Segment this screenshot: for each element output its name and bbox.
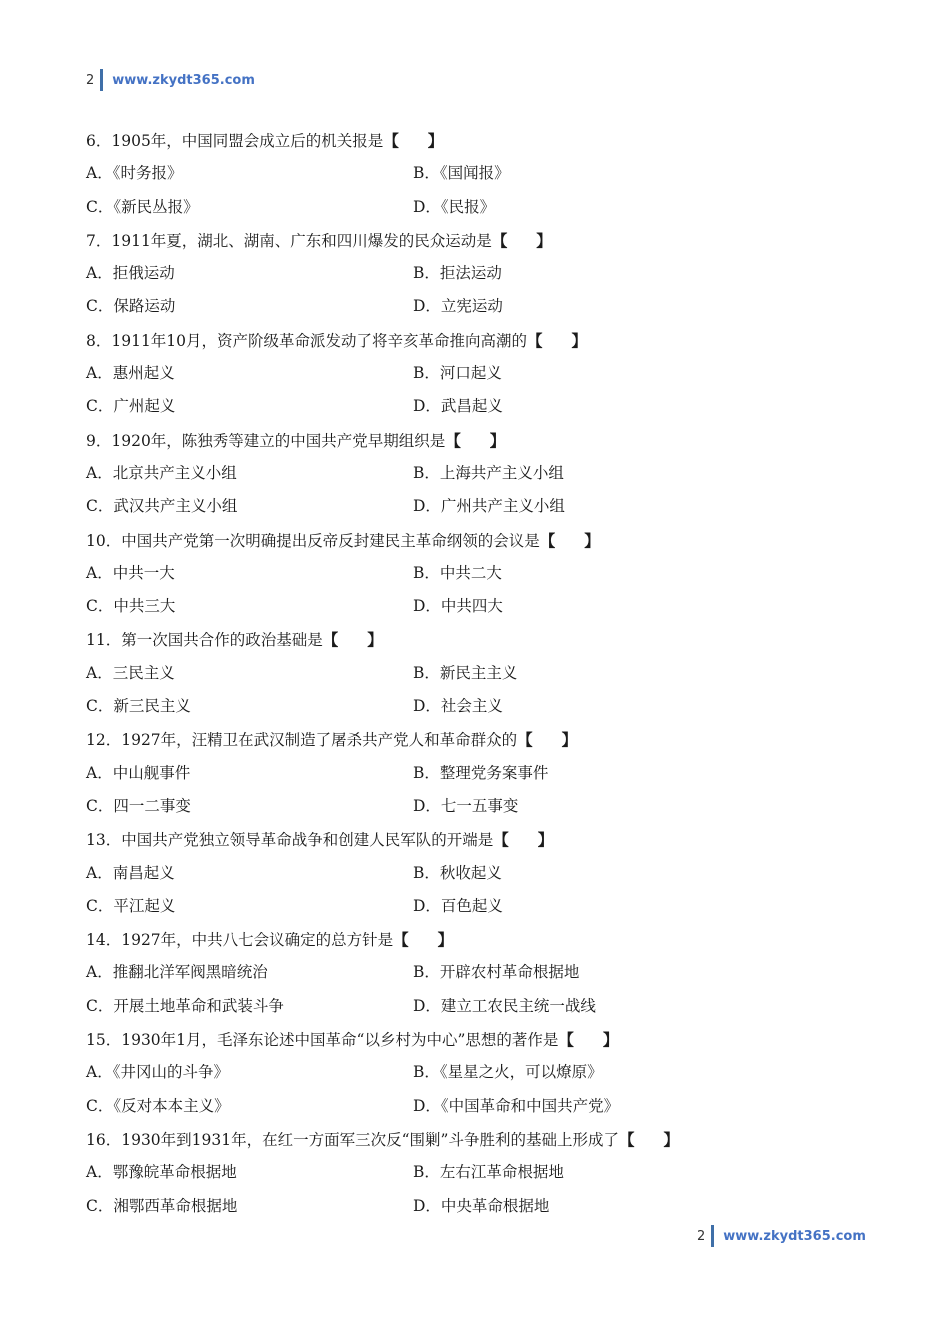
option-a: A．中共一大 xyxy=(86,563,175,582)
answer-bracket: 【 】 xyxy=(393,930,454,950)
option-a: A．鄂豫皖革命根据地 xyxy=(86,1163,237,1182)
option-c: C．新三民主义 xyxy=(86,697,191,716)
option-d: D．武昌起义 xyxy=(413,397,503,416)
option-row xyxy=(86,257,876,290)
question-10 xyxy=(86,524,876,624)
question-stem: 16．1930年到1931年，在红一方面军三次反“围剿”斗争胜利的基础上形成了【 】 xyxy=(86,1123,876,1156)
option-d: D．七一五事变 xyxy=(413,796,519,815)
answer-bracket: 【 】 xyxy=(493,830,554,850)
option-c: C．开展土地革命和武装斗争 xyxy=(86,996,284,1015)
answer-bracket: 【 】 xyxy=(322,630,383,650)
option-a: A．三民主义 xyxy=(86,663,175,682)
option-c: C．保路运动 xyxy=(86,297,176,316)
question-16 xyxy=(86,1123,876,1223)
option-row xyxy=(86,1190,876,1223)
option-c: C．四一二事变 xyxy=(86,796,191,815)
answer-bracket: 【 】 xyxy=(618,1129,679,1149)
question-stem: 7．1911年夏，湖北、湖南、广东和四川爆发的民众运动是【 】 xyxy=(86,224,876,257)
header-page-number: 2 xyxy=(86,72,95,88)
answer-bracket: 【 】 xyxy=(527,330,588,350)
question-14 xyxy=(86,923,876,1023)
option-b: B．整理党务案事件 xyxy=(413,763,549,782)
answer-bracket: 【 】 xyxy=(558,1030,619,1050)
question-13 xyxy=(86,823,876,923)
question-stem: 15．1930年1月，毛泽东论述中国革命“以乡村为中心”思想的著作是【 】 xyxy=(86,1023,876,1056)
question-stem: 12．1927年，汪精卫在武汉制造了屠杀共产党人和革命群众的【 】 xyxy=(86,723,876,756)
option-c: C．《新民丛报》 xyxy=(86,197,199,216)
option-b: B．上海共产主义小组 xyxy=(413,463,564,482)
option-d: D．《中国革命和中国共产党》 xyxy=(413,1096,620,1115)
option-a: A．《时务报》 xyxy=(86,164,183,183)
option-b: B．《国闻报》 xyxy=(413,164,510,183)
question-12 xyxy=(86,723,876,823)
answer-bracket: 【 】 xyxy=(539,530,600,550)
option-row xyxy=(86,757,876,790)
option-a: A．推翻北洋军阀黑暗统治 xyxy=(86,963,268,982)
question-list xyxy=(86,124,876,1223)
option-row xyxy=(86,690,876,723)
option-b: B．拒法运动 xyxy=(413,264,502,283)
option-d: D．广州共产主义小组 xyxy=(413,497,565,516)
option-c: C．《反对本本主义》 xyxy=(86,1096,230,1115)
option-c: C．广州起义 xyxy=(86,397,176,416)
option-row xyxy=(86,1090,876,1123)
page-footer xyxy=(697,1224,866,1248)
option-row xyxy=(86,590,876,623)
option-row xyxy=(86,790,876,823)
option-row xyxy=(86,490,876,523)
option-b: B．开辟农村革命根据地 xyxy=(413,963,580,982)
option-d: D．百色起义 xyxy=(413,896,503,915)
question-11 xyxy=(86,623,876,723)
option-b: B．河口起义 xyxy=(413,364,502,383)
option-a: A．中山舰事件 xyxy=(86,763,191,782)
option-b: B．中共二大 xyxy=(413,563,502,582)
question-stem: 9．1920年，陈独秀等建立的中国共产党早期组织是【 】 xyxy=(86,424,876,457)
answer-bracket: 【 】 xyxy=(445,430,506,450)
question-15 xyxy=(86,1023,876,1123)
question-stem: 11．第一次国共合作的政治基础是【 】 xyxy=(86,623,876,656)
option-row xyxy=(86,557,876,590)
option-a: A．惠州起义 xyxy=(86,364,175,383)
option-row xyxy=(86,990,876,1023)
option-row xyxy=(86,890,876,923)
option-a: A．南昌起义 xyxy=(86,863,175,882)
option-d: D．社会主义 xyxy=(413,697,503,716)
option-b: B．新民主主义 xyxy=(413,663,518,682)
option-row xyxy=(86,157,876,190)
option-b: B．左右江革命根据地 xyxy=(413,1163,564,1182)
option-row xyxy=(86,956,876,989)
option-row xyxy=(86,357,876,390)
question-stem: 10．中国共产党第一次明确提出反帝反封建民主革命纲领的会议是【 】 xyxy=(86,524,876,557)
option-row xyxy=(86,1156,876,1189)
option-d: D．建立工农民主统一战线 xyxy=(413,996,596,1015)
option-a: A．北京共产主义小组 xyxy=(86,463,237,482)
footer-divider xyxy=(711,1225,714,1247)
question-9 xyxy=(86,424,876,524)
option-d: D．《民报》 xyxy=(413,197,496,216)
option-d: D．中央革命根据地 xyxy=(413,1196,550,1215)
answer-bracket: 【 】 xyxy=(517,730,578,750)
question-stem: 13．中国共产党独立领导革命战争和创建人民军队的开端是【 】 xyxy=(86,823,876,856)
option-b: B．《星星之火，可以燎原》 xyxy=(413,1063,603,1082)
footer-page-number: 2 xyxy=(697,1228,706,1244)
page-header xyxy=(86,68,255,92)
option-row xyxy=(86,657,876,690)
option-c: C．武汉共产主义小组 xyxy=(86,497,238,516)
option-c: C．湘鄂西革命根据地 xyxy=(86,1196,238,1215)
answer-bracket: 【 】 xyxy=(491,230,552,250)
question-stem: 6．1905年，中国同盟会成立后的机关报是【 】 xyxy=(86,124,876,157)
question-stem: 14．1927年，中共八七会议确定的总方针是【 】 xyxy=(86,923,876,956)
option-d: D．立宪运动 xyxy=(413,297,503,316)
option-c: C．中共三大 xyxy=(86,597,176,616)
option-row xyxy=(86,1056,876,1089)
option-row xyxy=(86,857,876,890)
option-d: D．中共四大 xyxy=(413,597,503,616)
footer-site-link[interactable]: www.zkydt365.com xyxy=(723,1228,866,1244)
option-a: A．《井冈山的斗争》 xyxy=(86,1063,229,1082)
header-site-link[interactable]: www.zkydt365.com xyxy=(112,72,255,88)
option-row xyxy=(86,191,876,224)
question-stem: 8．1911年10月，资产阶级革命派发动了将辛亥革命推向高潮的【 】 xyxy=(86,324,876,357)
option-b: B．秋收起义 xyxy=(413,863,502,882)
option-row xyxy=(86,390,876,423)
question-6 xyxy=(86,124,876,224)
option-row xyxy=(86,457,876,490)
option-a: A．拒俄运动 xyxy=(86,264,175,283)
option-c: C．平江起义 xyxy=(86,896,176,915)
answer-bracket: 【 】 xyxy=(383,131,444,150)
question-7 xyxy=(86,224,876,324)
option-row xyxy=(86,290,876,323)
question-8 xyxy=(86,324,876,424)
header-divider xyxy=(100,69,103,91)
